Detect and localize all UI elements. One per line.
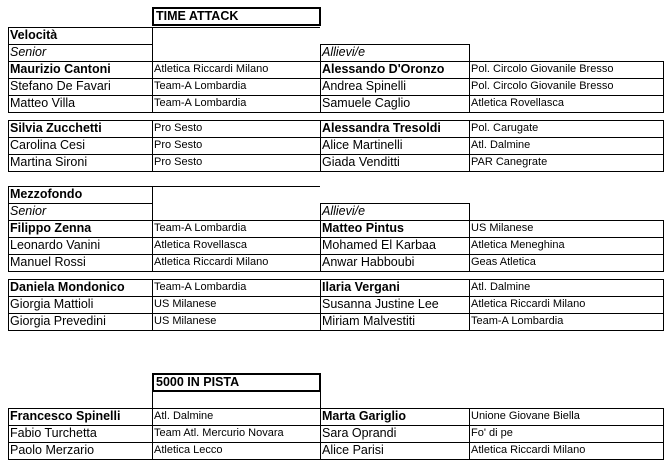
grid-line <box>8 271 664 272</box>
grid-line <box>8 459 664 460</box>
grid-line <box>320 61 321 112</box>
grid-line <box>8 237 664 238</box>
velocita-women-allievi-athlete: Alice Martinelli <box>322 138 403 152</box>
velocita-men-senior-athlete: Stefano De Favari <box>10 79 111 93</box>
velocita-women-allievi-athlete: Giada Venditti <box>322 155 400 169</box>
velocita-men-senior-team: Atletica Riccardi Milano <box>154 63 269 75</box>
grid-line <box>8 254 664 255</box>
grid-line <box>8 296 664 297</box>
grid-line <box>152 120 153 171</box>
pista-senior-athlete: Francesco Spinelli <box>10 409 121 423</box>
grid-line <box>8 203 152 204</box>
grid-line <box>320 44 469 45</box>
mezzofondo-men-senior-athlete: Leonardo Vanini <box>10 238 101 252</box>
velocita-women-senior-team: Pro Sesto <box>154 156 203 168</box>
grid-line <box>8 408 9 459</box>
velocita-women-allievi-team: PAR Canegrate <box>471 156 548 168</box>
grid-line <box>320 120 321 171</box>
mezzofondo-men-allievi-team: US Milanese <box>471 222 534 234</box>
grid-line <box>8 313 664 314</box>
pista-title: 5000 IN PISTA <box>152 373 321 392</box>
grid-line <box>8 330 664 331</box>
grid-line <box>320 203 469 204</box>
pista-senior-team: Atletica Lecco <box>154 444 223 456</box>
mezzofondo-men-senior-team: Team-A Lombardia <box>154 222 247 234</box>
grid-line <box>8 171 664 172</box>
grid-line <box>152 220 153 271</box>
grid-line <box>8 186 320 187</box>
time-attack-title: TIME ATTACK <box>152 7 321 26</box>
mezzofondo-men-allievi-team: Atletica Meneghina <box>471 239 565 251</box>
mezzofondo-women-allievi-athlete: Miriam Malvestiti <box>322 314 416 328</box>
grid-line <box>8 154 664 155</box>
velocita-women-senior-team: Pro Sesto <box>154 139 203 151</box>
section-heading: Mezzofondo <box>10 187 83 201</box>
grid-line <box>320 220 321 271</box>
grid-line <box>8 61 9 112</box>
grid-line <box>469 220 470 271</box>
velocita-men-allievi-team: Pol. Circolo Giovanile Bresso <box>471 63 614 75</box>
velocita-men-allievi-team: Pol. Circolo Giovanile Bresso <box>471 80 614 92</box>
grid-line <box>8 112 664 113</box>
grid-line <box>8 120 664 121</box>
pista-allievi-athlete: Marta Gariglio <box>322 409 407 423</box>
grid-line <box>152 408 153 459</box>
mezzofondo-women-senior-team: Team-A Lombardia <box>154 281 247 293</box>
velocita-women-allievi-team: Pol. Carugate <box>471 122 539 134</box>
category-label-senior: Senior <box>10 45 47 59</box>
pista-senior-athlete: Fabio Turchetta <box>10 426 97 440</box>
mezzofondo-women-allievi-team: Team-A Lombardia <box>471 315 564 327</box>
mezzofondo-women-senior-athlete: Giorgia Mattioli <box>10 297 94 311</box>
grid-line <box>152 27 153 61</box>
velocita-men-senior-team: Team-A Lombardia <box>154 80 247 92</box>
grid-line <box>8 442 664 443</box>
pista-allievi-team: Atletica Riccardi Milano <box>471 444 586 456</box>
grid-line <box>469 44 470 61</box>
mezzofondo-men-senior-team: Atletica Riccardi Milano <box>154 256 269 268</box>
category-label-allievi: Allievi/e <box>322 204 366 218</box>
mezzofondo-women-allievi-athlete: Susanna Justine Lee <box>322 297 439 311</box>
mezzofondo-women-allievi-team: Atletica Riccardi Milano <box>471 298 586 310</box>
mezzofondo-women-allievi-team: Atl. Dalmine <box>471 281 531 293</box>
grid-line <box>8 279 664 280</box>
velocita-men-senior-athlete: Maurizio Cantoni <box>10 62 111 76</box>
grid-line <box>152 186 153 220</box>
velocita-women-senior-athlete: Carolina Cesi <box>10 138 86 152</box>
pista-allievi-athlete: Sara Oprandi <box>322 426 397 440</box>
grid-line <box>469 408 470 459</box>
mezzofondo-men-allievi-athlete: Anwar Habboubi <box>322 255 415 269</box>
velocita-women-senior-athlete: Silvia Zucchetti <box>10 121 102 135</box>
grid-line <box>152 392 153 408</box>
grid-line <box>469 61 470 112</box>
mezzofondo-women-senior-team: US Milanese <box>154 315 217 327</box>
velocita-women-senior-athlete: Martina Sironi <box>10 155 88 169</box>
grid-line <box>469 203 470 220</box>
grid-line <box>8 78 664 79</box>
grid-line <box>8 425 664 426</box>
grid-line <box>152 279 153 330</box>
velocita-men-senior-team: Team-A Lombardia <box>154 97 247 109</box>
section-heading: Velocità <box>10 28 58 42</box>
velocita-women-senior-team: Pro Sesto <box>154 122 203 134</box>
pista-allievi-athlete: Alice Parisi <box>322 443 384 457</box>
velocita-women-allievi-athlete: Alessandra Tresoldi <box>322 121 441 135</box>
velocita-men-allievi-team: Atletica Rovellasca <box>471 97 564 109</box>
grid-line <box>8 408 664 409</box>
grid-line <box>469 279 470 330</box>
grid-line <box>469 120 470 171</box>
category-label-allievi: Allievi/e <box>322 45 366 59</box>
pista-senior-team: Atl. Dalmine <box>154 410 214 422</box>
grid-line <box>8 137 664 138</box>
grid-line <box>320 203 321 220</box>
category-label-senior: Senior <box>10 204 47 218</box>
mezzofondo-men-allievi-team: Geas Atletica <box>471 256 536 268</box>
mezzofondo-men-allievi-athlete: Mohamed El Karbaa <box>322 238 436 252</box>
pista-allievi-team: Fo' di pe <box>471 427 513 439</box>
mezzofondo-men-senior-team: Atletica Rovellasca <box>154 239 247 251</box>
mezzofondo-women-allievi-athlete: Ilaria Vergani <box>322 280 400 294</box>
grid-line <box>8 44 152 45</box>
pista-allievi-team: Unione Giovane Biella <box>471 410 580 422</box>
grid-line <box>320 392 321 408</box>
mezzofondo-men-senior-athlete: Filippo Zenna <box>10 221 92 235</box>
velocita-men-senior-athlete: Matteo Villa <box>10 96 76 110</box>
grid-line <box>8 120 9 171</box>
mezzofondo-women-senior-athlete: Daniela Mondonico <box>10 280 125 294</box>
grid-line <box>8 220 9 271</box>
grid-line <box>320 44 321 61</box>
velocita-men-allievi-athlete: Alessando D'Oronzo <box>322 62 445 76</box>
grid-line <box>8 279 9 330</box>
pista-senior-team: Team Atl. Mercurio Novara <box>154 427 284 439</box>
grid-line <box>8 220 664 221</box>
mezzofondo-men-allievi-athlete: Matteo Pintus <box>322 221 404 235</box>
velocita-men-allievi-athlete: Samuele Caglio <box>322 96 411 110</box>
mezzofondo-men-senior-athlete: Manuel Rossi <box>10 255 86 269</box>
pista-senior-athlete: Paolo Merzario <box>10 443 95 457</box>
grid-line <box>152 61 153 112</box>
velocita-women-allievi-team: Atl. Dalmine <box>471 139 531 151</box>
velocita-men-allievi-athlete: Andrea Spinelli <box>322 79 407 93</box>
mezzofondo-women-senior-team: US Milanese <box>154 298 217 310</box>
grid-line <box>320 408 321 459</box>
grid-line <box>320 279 321 330</box>
grid-line <box>8 95 664 96</box>
mezzofondo-women-senior-athlete: Giorgia Prevedini <box>10 314 106 328</box>
grid-line <box>8 27 320 28</box>
grid-line <box>8 61 664 62</box>
